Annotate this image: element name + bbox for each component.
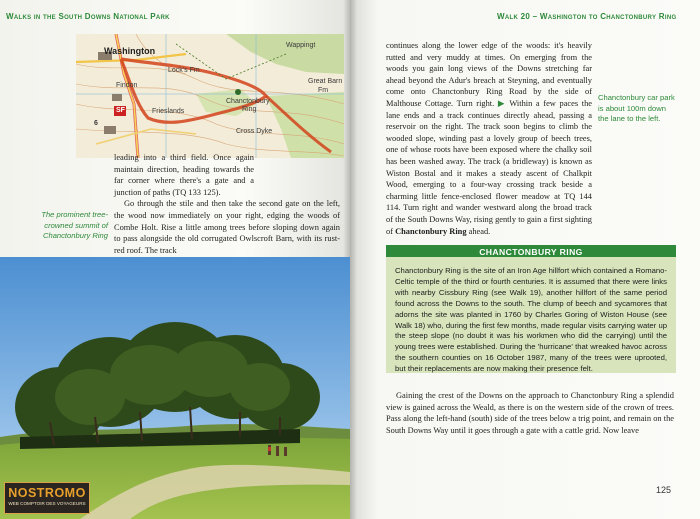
- right-text-1-end: ahead.: [468, 226, 491, 236]
- map-label-findon: Findon: [116, 82, 138, 89]
- logo-main-text: NOSTROMO: [8, 486, 86, 500]
- left-paragraph-1: leading into a third field. Once again maintain direction, heading towards the far corner where there's a gate and a junction of paths (TQ 133 125).: [114, 153, 254, 197]
- info-box-title: CHANCTONBURY RING: [386, 245, 676, 259]
- route-map: [76, 34, 344, 158]
- right-text-1-bold: Chanctonbury Ring: [395, 226, 467, 236]
- route-arrow-icon: ▶: [497, 98, 506, 108]
- map-label-cross-dyke: Cross Dyke: [236, 128, 273, 135]
- right-text-1b: Within a few paces the lane ends and a track continues directly ahead, passing a reservoir on the right. The track soon begins to climb the wooded slope, winding past a lovely group of beech trees, one of whose roots have been exposed where the chalky soil has been washed away. The track (a bridleway) is known as Wiston Bostal and it makes a steady ascent of Chalkpit Wood, emerging to a four-way crossing track beside a charming little fence-enclosed flower meadow at TQ 144 114. Turn right and wander westward along the broad track of the South Downs Way, rising gently to gain a first sighting of: [386, 98, 592, 236]
- right-body-text-1: [386, 40, 592, 237]
- nostromo-logo: [4, 482, 90, 514]
- map-label-ring: Ring: [242, 106, 257, 113]
- page-number: 125: [656, 485, 672, 495]
- left-body-text: [114, 152, 340, 256]
- left-paragraph-2: Go through the stile and then take the second gate on the left, the wood now immediately on your right, edging the woods of Combe Holt. Rise a little among trees before sloping down again to pass alongside the old corrugated Owlscroft Barn, with its rust-red roof. The track: [114, 199, 340, 255]
- map-label-chanctonbury: Chanctonbury: [226, 98, 270, 105]
- map-label-frieslands: Frieslands: [152, 108, 185, 115]
- map-label-fm: Fm: [318, 87, 329, 94]
- right-text-1a: continues along the lower edge of the woods: it's heavily rutted and very muddy at times. On emerging from the woods you gain long views of the Downs stretching far ahead beyond the Adur's breach at Steyning, and eventually come onto Chanctonbury Ring Road by the side of Malthouse Cottage. Turn right.: [386, 41, 592, 108]
- left-photo-caption: The prominent tree-crowned summit of Chanctonbury Ring: [41, 210, 108, 240]
- logo-sub-text: WEB COMPTOIR DES VOYAGEURS: [8, 501, 86, 506]
- landscape-photo: [0, 257, 350, 519]
- info-box-text: Chanctonbury Ring is the site of an Iron Age hillfort which contained a Romano-Celtic temple of the third or fourth centuries. It is assumed that there were links with nearby Cissbury Ring (see Walk 19), another hillfort of the same period found across the Downs to the south. The clump of beech and sycamores that adorns the site was planted in 1760 by Charles Goring of Wiston House (see Walk 18) who, during the first few months, made regular visits carrying water up the steep slope (no doubt it was his workmen who did the carrying) until the young trees were established. During the 'hurricane' that wreaked havoc across the southern counties on 16 October 1987, many of the trees were uprooted, but their replacements are now making their presence felt.: [395, 266, 667, 374]
- left-running-head: Walks in the South Downs National Park: [6, 12, 170, 21]
- map-label-6: 6: [94, 120, 98, 127]
- right-body-text-2: Gaining the crest of the Downs on the approach to Chanctonbury Ring a splendid view is gained across the Weald, as there is on the western side of the crown of trees. Pass along the left-hand (south) side of the trees below a trig point, and remain on the South Downs Way until it goes through a gate with a cattle grid. Now leave: [386, 391, 674, 435]
- map-label-locks-fm: Lock's Fm: [168, 67, 200, 74]
- chanctonbury-photo: [0, 257, 350, 519]
- map-label-great-barn: Great Barn: [308, 78, 343, 85]
- map-label-wappingt: Wappingt: [286, 42, 316, 49]
- right-margin-caption: Chanctonbury car park is about 100m down the lane to the left.: [598, 93, 675, 123]
- right-running-head: Walk 20 – Washington to Chanctonbury Ring: [497, 12, 677, 21]
- map-label-sf: SF: [116, 107, 125, 114]
- map-label-washington: Washington: [104, 46, 156, 56]
